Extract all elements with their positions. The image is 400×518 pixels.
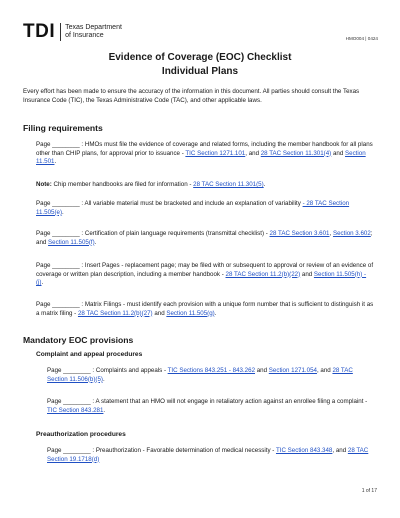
- link-section-1271-054[interactable]: Section 1271.054: [268, 367, 317, 374]
- document-title: Evidence of Coverage (EOC) Checklist: [108, 52, 292, 63]
- complaint-item-2: Page ________ : A statement that an HMO will not engage in retaliatory action against an enrollee filing a complaint - TIC Section 843.281.: [47, 398, 368, 414]
- document-subtitle: Individual Plans: [161, 66, 239, 77]
- link-tic-1271-101[interactable]: TIC Section 1271.101: [185, 149, 246, 157]
- link-28tac-3-601[interactable]: 28 TAC Section 3.601: [269, 230, 330, 237]
- preauth-item-1: Page ________ : Preauthorization - Favorable determination of medical necessity - TIC Section 843.348, and 28 TAC Section 19.1718(d): [47, 447, 369, 463]
- link-section-11-505-h-j[interactable]: Section 11.505(h) - (j): [36, 270, 367, 287]
- filing-item-2: Page ________ : All variable material must be bracketed and include an explanation of variability - 28 TAC Section 11.505(e).: [36, 200, 350, 216]
- link-28tac-11-506-b-5[interactable]: 28 TAC Section 11.506(b)(5): [47, 367, 353, 383]
- filing-note: Note: Chip member handbooks are filed for information - 28 TAC Section 11.301(5).: [36, 181, 266, 188]
- link-28tac-11-2-b-27[interactable]: 28 TAC Section 11.2(b)(27): [77, 309, 153, 317]
- filing-item-5: Page ________ : Matrix Filings - must identify each provision with a unique form number that is sufficient to distinguish it as a matrix filing - 28 TAC Section 11.2(b)(27) and Section 11.505(g).: [36, 301, 374, 317]
- intro-paragraph: Every effort has been made to ensure the accuracy of the information in this document. All parties should consult the Texas Insurance Code (TIC), the Texas Administrative Code (TAC), and other applicable laws.: [23, 88, 360, 104]
- subheading-complaints: Complaint and appeal procedures: [36, 351, 143, 358]
- note-label: Note:: [36, 181, 52, 188]
- page-number: 1 of 17: [361, 488, 377, 494]
- logo-divider: [60, 23, 61, 41]
- filing-item-4: Page ________ : Insert Pages - replacement page; may be filed with or subsequent to approval or review of an evidence of coverage or written plan description, including a member handbook - 28 TAC Section 11.2(b)(22) and Section 11.505(h) - (j).: [36, 262, 374, 287]
- filing-item-1: Page ________ : HMOs must file the evidence of coverage and related forms, including the member handbook for all plans other than CHIP plans, for approval prior to issuance - TIC Section 1271.101, and 28 TAC Section 11.301(4) and Section 11.501.: [36, 141, 373, 166]
- link-tic-843-348[interactable]: TIC Section 843.348: [275, 447, 333, 454]
- form-id: HMO004 | 0424: [345, 36, 378, 41]
- logo-line-1: Texas Department: [65, 24, 122, 31]
- section-heading-mandatory: Mandatory EOC provisions: [23, 335, 134, 345]
- logo-text: [65, 24, 122, 40]
- section-heading-filing: Filing requirements: [23, 123, 103, 133]
- link-section-11-505-g[interactable]: Section 11.505(g): [166, 309, 215, 317]
- filing-item-3: Page ________ : Certification of plain language requirements (transmittal checklist) - 28 TAC Section 3.601, Section 3.602; and Section 11.505(f).: [36, 230, 373, 246]
- link-tic-843-251-262[interactable]: TIC Sections 843.251 - 843.262: [167, 367, 256, 374]
- link-28tac-19-1718-d[interactable]: 28 TAC Section 19.1718(d): [47, 447, 369, 463]
- link-section-3-602[interactable]: Section 3.602: [332, 230, 371, 237]
- logo-mark: TDI: [23, 21, 56, 42]
- link-28tac-11-301-4[interactable]: 28 TAC Section 11.301(4): [260, 149, 332, 157]
- logo-line-2: of Insurance: [65, 32, 104, 39]
- link-section-11-501[interactable]: Section 11.501: [36, 149, 366, 166]
- subheading-preauthorization: Preauthorization procedures: [36, 431, 126, 438]
- link-tic-843-281[interactable]: TIC Section 843.281: [47, 406, 104, 414]
- complaint-item-1: Page ________ : Complaints and appeals - TIC Sections 843.251 - 843.262 and Section 1271.054, and 28 TAC Section 11.506(b)(5).: [47, 367, 353, 383]
- link-section-11-505-f[interactable]: Section 11.505(f): [48, 238, 95, 246]
- link-28tac-11-2-b-22[interactable]: 28 TAC Section 11.2(b)(22): [225, 270, 301, 278]
- link-28tac-11-301-5[interactable]: 28 TAC Section 11.301(5): [193, 181, 264, 188]
- tdi-logo: [23, 22, 122, 42]
- link-28tac-11-505-e[interactable]: - 28 TAC Section 11.505(e): [36, 200, 350, 216]
